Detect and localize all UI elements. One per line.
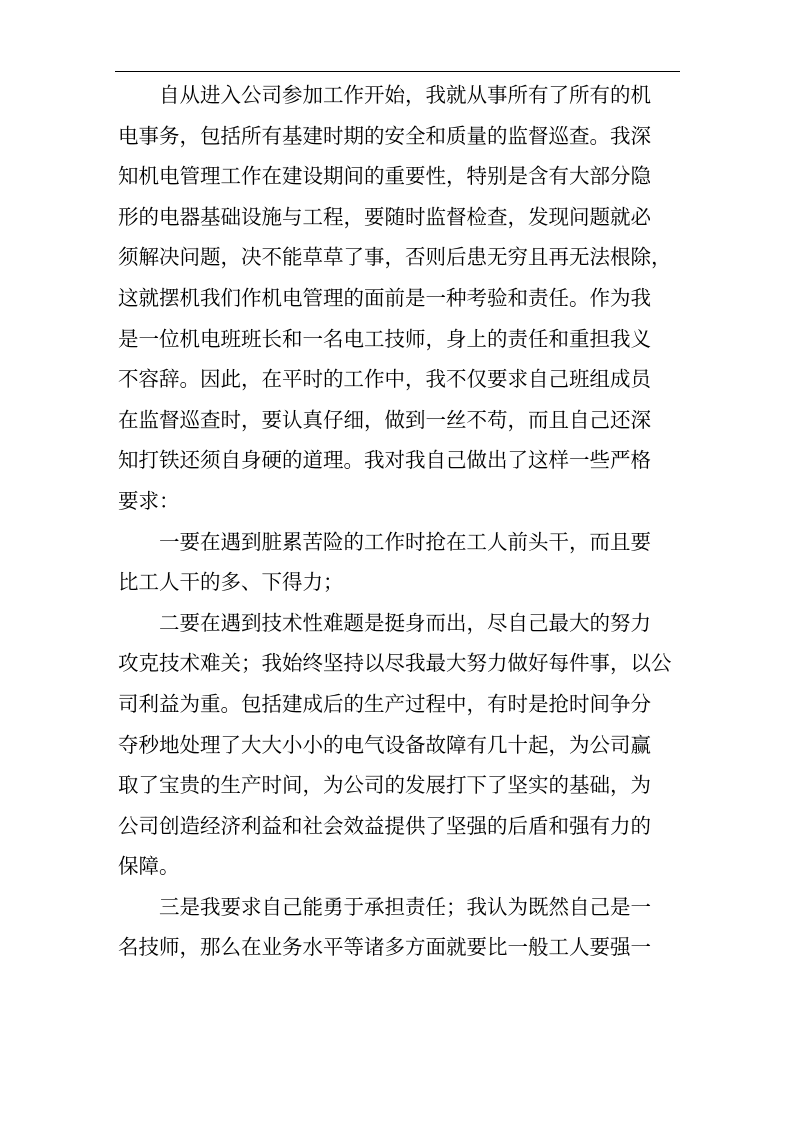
text-line: 取了宝贵的生产时间，为公司的发展打下了坚实的基础，为 <box>118 773 651 798</box>
text-line: 要求： <box>118 488 180 513</box>
text-line: 保障。 <box>118 854 180 879</box>
text-line: 是一位机电班班长和一名电工技师，身上的责任和重担我义 <box>118 326 651 351</box>
text-line: 名技师，那么在业务水平等诸多方面就要比一般工人要强一 <box>118 935 651 960</box>
text-line: 三是我要求自己能勇于承担责任；我认为既然自己是一 <box>159 894 651 919</box>
text-line: 一要在遇到脏累苦险的工作时抢在工人前头干，而且要 <box>159 529 651 554</box>
text-line: 夺秒地处理了大大小小的电气设备故障有几十起，为公司赢 <box>118 732 651 757</box>
text-line: 自从进入公司参加工作开始，我就从事所有了所有的机 <box>159 83 651 107</box>
text-line: 须解决问题，决不能草草了事，否则后患无穷且再无法根除， <box>118 245 672 270</box>
text-line: 公司创造经济利益和社会效益提供了坚强的后盾和强有力的 <box>118 813 651 838</box>
text-line: 知机电管理工作在建设期间的重要性，特别是含有大部分隐 <box>118 164 651 189</box>
text-line: 比工人干的多、下得力； <box>118 570 344 595</box>
text-line: 电事务，包括所有基建时期的安全和质量的监督巡查。我深 <box>118 123 651 148</box>
text-line: 攻克技术难关；我始终坚持以尽我最大努力做好每件事，以公 <box>118 651 672 676</box>
text-line: 在监督巡查时，要认真仔细，做到一丝不苟，而且自己还深 <box>118 407 651 432</box>
text-line: 二要在遇到技术性难题是挺身而出，尽自己最大的努力 <box>159 610 651 635</box>
text-line: 不容辞。因此，在平时的工作中，我不仅要求自己班组成员 <box>118 367 651 392</box>
header-rule <box>115 71 680 72</box>
text-line: 知打铁还须自身硬的道理。我对我自己做出了这样一些严格 <box>118 448 651 473</box>
text-line: 形的电器基础设施与工程，要随时监督检查，发现问题就必 <box>118 204 651 229</box>
text-line: 司利益为重。包括建成后的生产过程中，有时是抢时间争分 <box>118 691 651 716</box>
document-body <box>118 75 678 968</box>
text-line: 这就摆机我们作机电管理的面前是一种考验和责任。作为我 <box>118 285 651 310</box>
